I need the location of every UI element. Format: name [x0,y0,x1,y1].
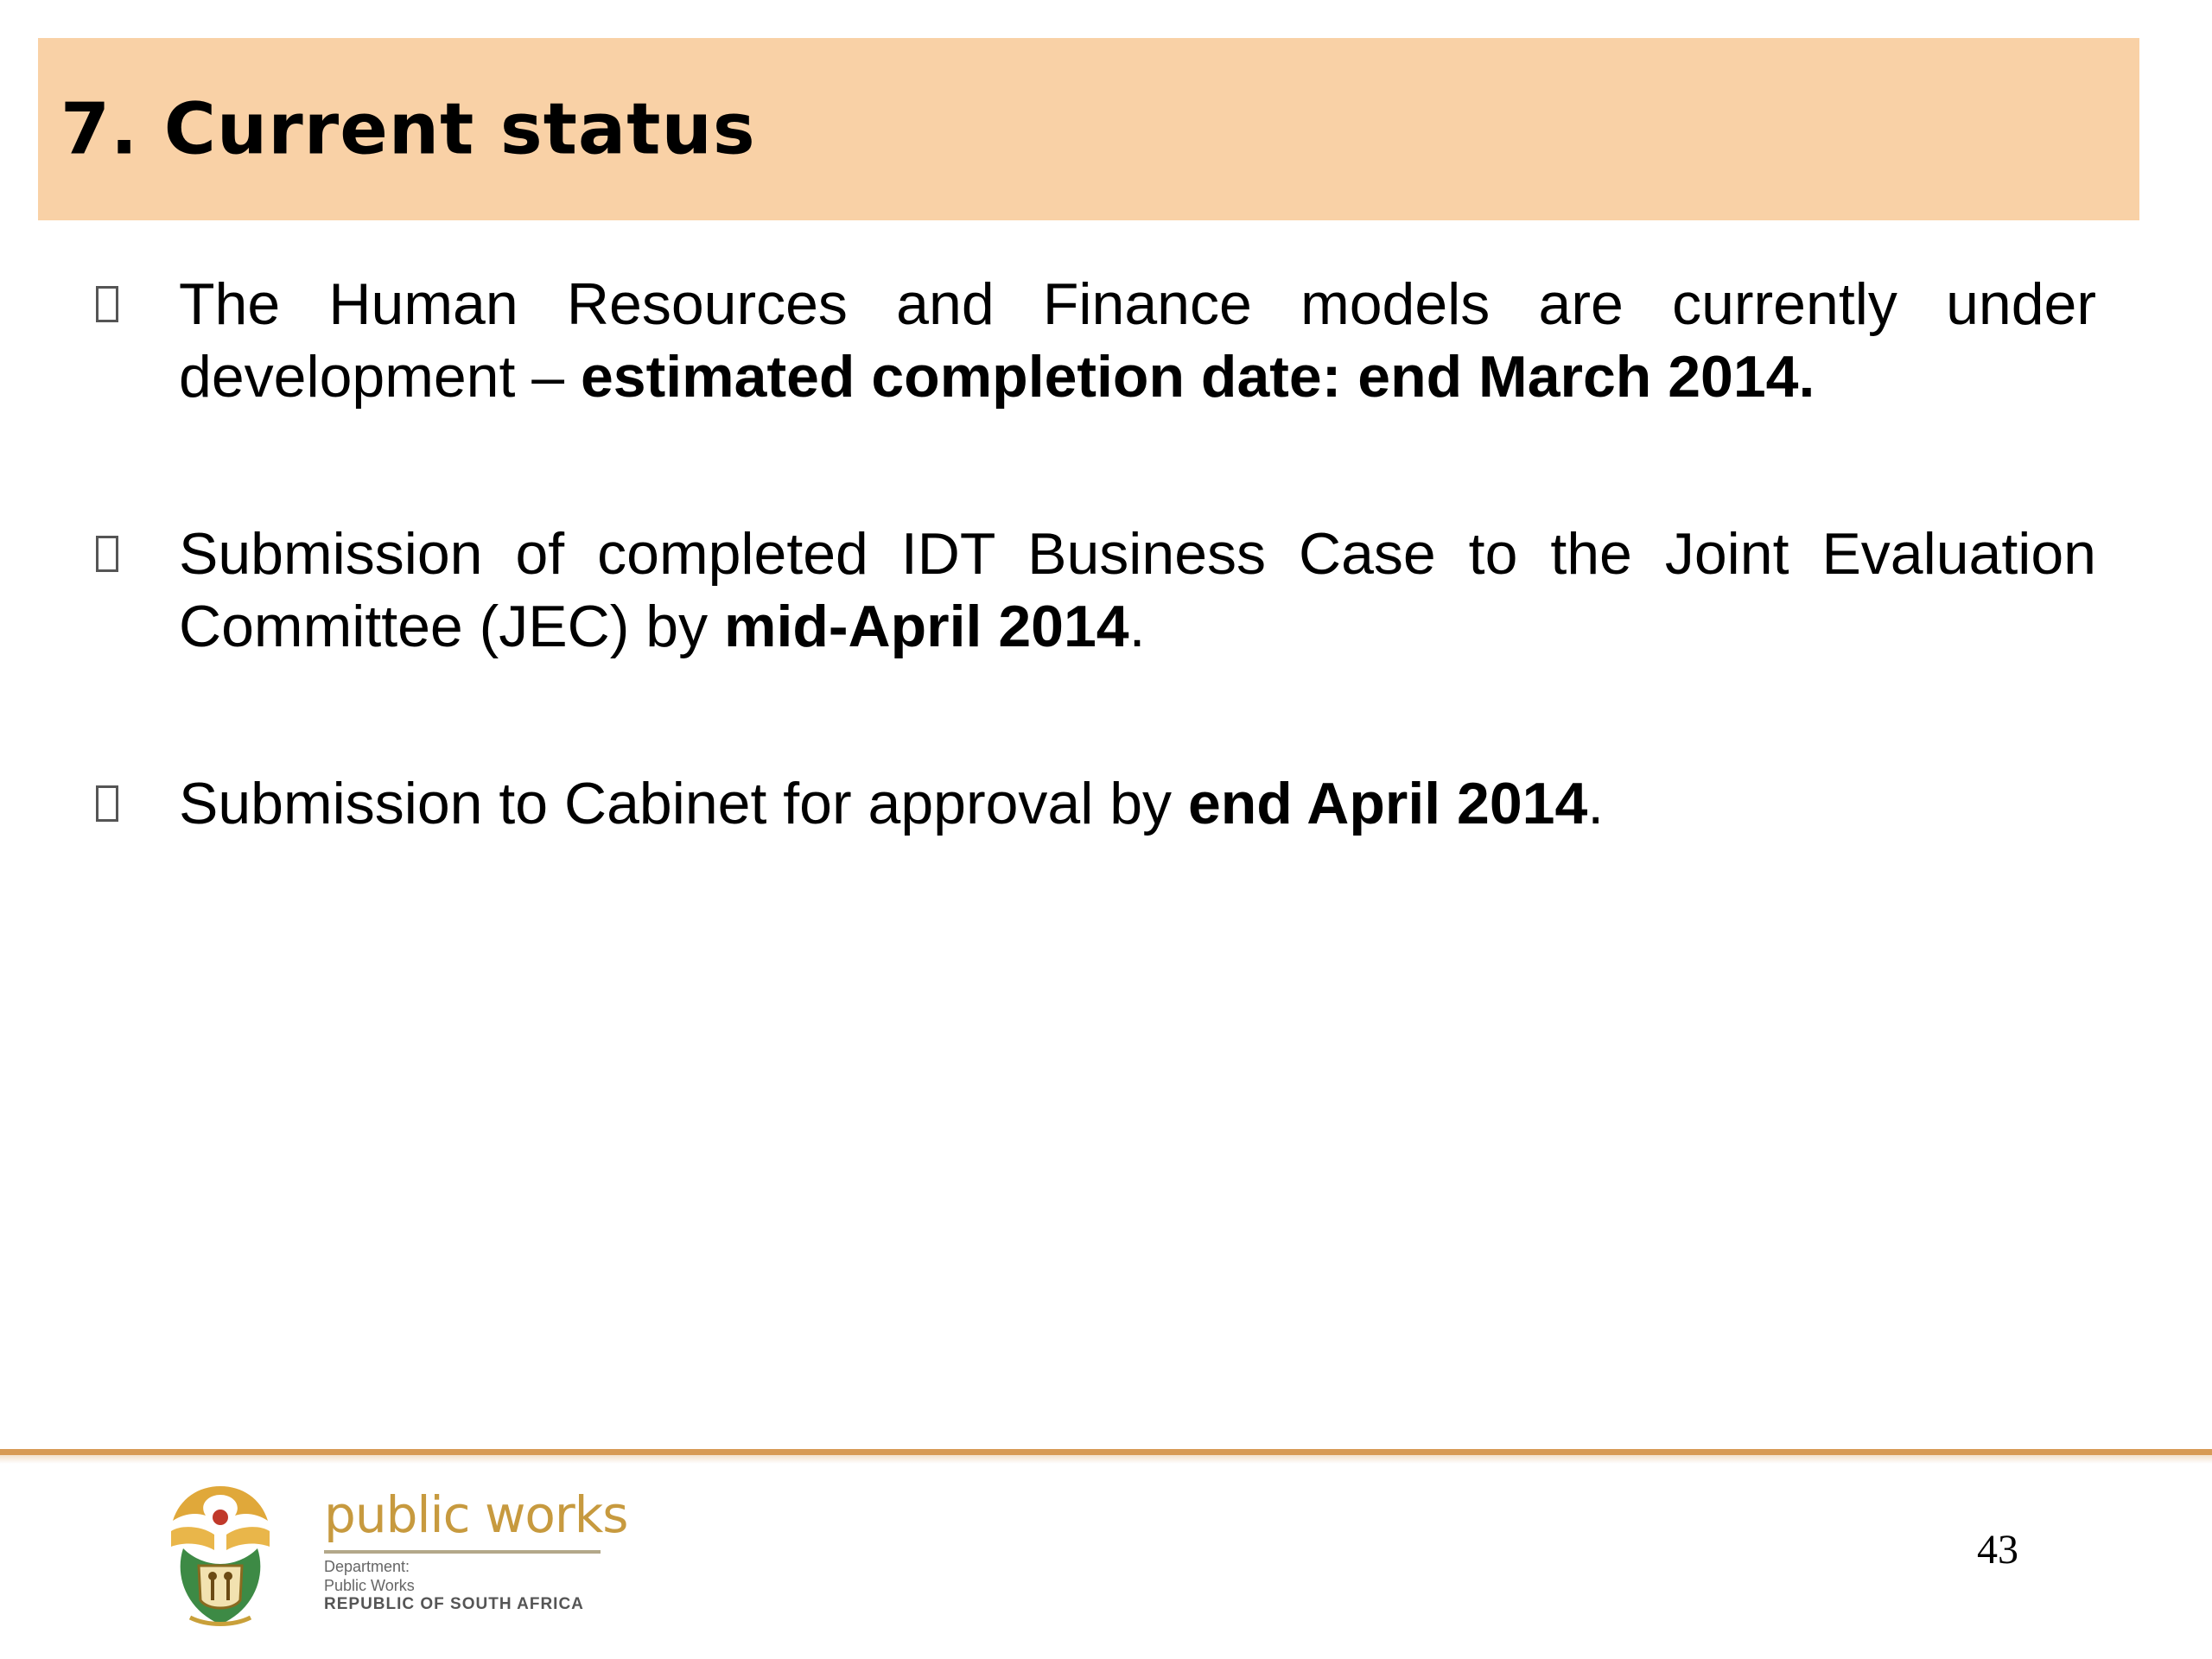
bullet-list [90,268,2096,944]
footer-divider [0,1449,2212,1455]
footer-divider-shadow [0,1455,2212,1464]
bullet-text: The Human Resources and Finance models are currently under development – [179,271,2096,410]
bullet-tail: . [1128,594,1146,659]
coat-of-arms-icon [164,1479,276,1630]
bullet-text: Submission of completed IDT Business Case to the Joint Evaluation Committee (JEC) by [179,521,2096,659]
public-works-logo [324,1484,628,1614]
bullet-item [90,518,2096,663]
bullet-item [90,767,2096,840]
logo-department: Department: [324,1558,410,1575]
bullet-square-icon [96,536,118,572]
bullet-square-icon [96,785,118,822]
page-number: 43 [1977,1527,2018,1573]
bullet-item [90,268,2096,413]
logo-rule [324,1550,601,1554]
bullet-square-icon [96,286,118,322]
logo-department-name: Public Works [324,1577,415,1594]
bullet-emphasis: mid-April 2014 [724,594,1129,659]
bullet-emphasis: end April 2014 [1187,771,1588,836]
bullet-tail: . [1587,771,1605,836]
title-banner [38,38,2139,220]
logo-brand: public works [324,1485,628,1544]
slide-title: 7. Current status [60,88,756,170]
bullet-text: Submission to Cabinet for approval by [179,771,1188,836]
logo-country: REPUBLIC OF SOUTH AFRICA [324,1595,584,1613]
bullet-emphasis: estimated completion date: end March 2014. [580,344,1815,410]
